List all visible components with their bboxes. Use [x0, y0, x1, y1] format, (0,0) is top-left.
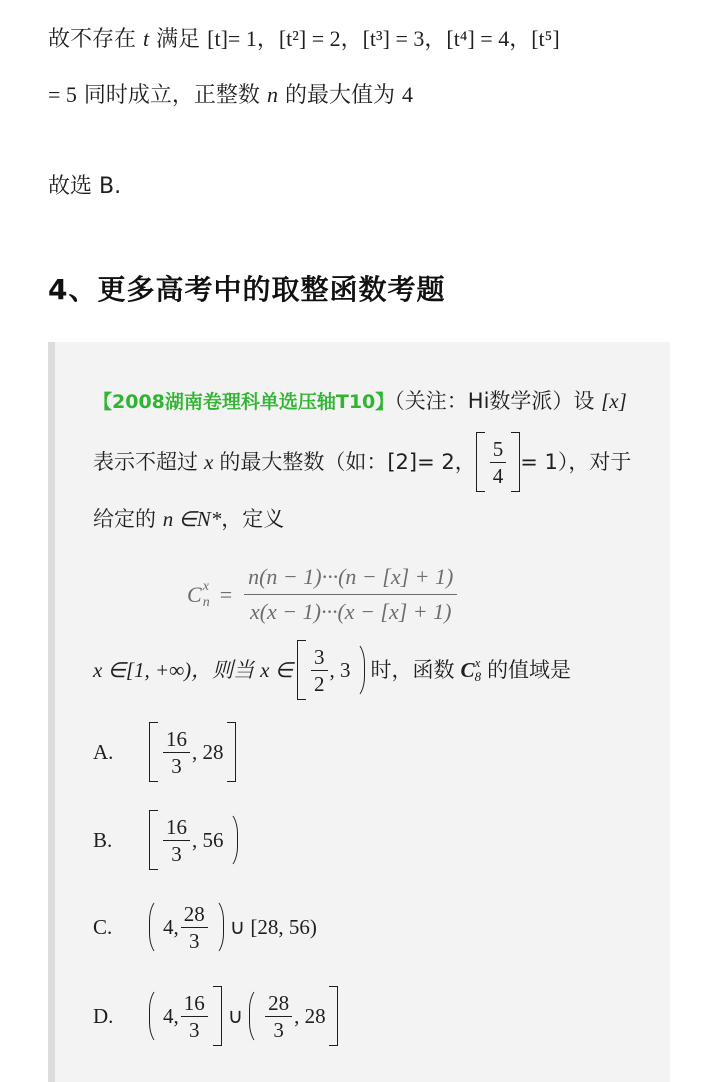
option-d-label: D. [93, 1003, 114, 1028]
option-d-first: 4, [163, 1003, 179, 1028]
problem-line-3 [93, 504, 284, 534]
text-range: 的值域是 [487, 658, 572, 682]
option-d-den1: 3 [189, 1017, 200, 1042]
option-a-rest: , 28 [192, 739, 224, 764]
option-c-label: C. [93, 914, 113, 939]
text-not-exceed: 表示不超过 [93, 450, 198, 474]
c8-sup: x [474, 655, 481, 670]
var-n: n [266, 82, 278, 107]
solution-line-2 [48, 80, 672, 111]
problem-line-5 [93, 640, 571, 700]
formula-numerator: n(n − 1)···(n − [x] + 1) [244, 560, 457, 595]
option-b-rest: , 56 [192, 827, 224, 852]
text-max-value: 的最大值为 [284, 83, 395, 108]
option-b[interactable] [93, 810, 238, 870]
text-when-function: 时，函数 [370, 658, 455, 682]
formula-c: C [187, 581, 202, 607]
solution-line-1 [48, 24, 672, 55]
option-c-first: 4, [163, 914, 179, 939]
option-b-den: 3 [171, 841, 182, 866]
option-c-den: 3 [189, 928, 200, 953]
choose-b-text: 故选 B. [48, 174, 122, 199]
option-c-rest: ∪ [28, 56) [229, 914, 317, 939]
interval-upper: , 3 [329, 658, 351, 682]
option-d[interactable] [93, 986, 338, 1046]
equals-five: = 5 [48, 82, 77, 107]
n-in-naturals: n ∈N* [162, 507, 222, 531]
bracket-equations: [t]= 1，[t²] = 2，[t³] = 3，[t⁴] = 4，[t⁵] [207, 26, 560, 51]
text-for-given: = 1），对于 [520, 450, 632, 474]
c8-sub: 8 [474, 669, 482, 684]
option-a[interactable] [93, 722, 236, 782]
frac-5-4-num: 5 [490, 436, 507, 463]
problem-card [48, 342, 670, 1082]
frac-5-4-den: 4 [492, 463, 504, 488]
answer-value: 4 [401, 82, 413, 107]
problem-line-2 [93, 432, 631, 492]
option-d-num1: 16 [181, 990, 208, 1017]
option-a-num: 16 [163, 726, 190, 753]
problem-note: （关注：Hi数学派）设 [394, 389, 595, 413]
var-x: x [204, 450, 214, 474]
text-define: ，定义 [221, 507, 285, 531]
text-given: 给定的 [93, 507, 156, 531]
formula-sub-n: n [202, 594, 210, 610]
text-prefix: 故不存在 [48, 27, 137, 52]
frac-3-2-num: 3 [311, 644, 328, 671]
option-a-label: A. [93, 739, 114, 764]
option-d-rest: , 28 [294, 1003, 326, 1028]
text-simultaneous: 同时成立，正整数 [83, 83, 260, 108]
option-c-num: 28 [181, 901, 208, 928]
formula-equals: = [219, 581, 233, 607]
option-c[interactable] [93, 898, 317, 956]
option-d-union: ∪ [227, 1003, 244, 1028]
text-max-int: 的最大整数（如：[2]= 2， [219, 450, 476, 474]
formula-denominator: x(x − 1)···(x − [x] + 1) [249, 599, 452, 624]
text-mid: 满足 [156, 27, 201, 52]
interval-three-halves [297, 640, 365, 700]
x-in: x ∈ [260, 658, 294, 682]
option-a-den: 3 [171, 753, 182, 778]
section-heading: 4、更多高考中的取整函数考题 [48, 273, 446, 306]
x-bracket: [x] [601, 389, 627, 413]
option-d-den2: 3 [273, 1017, 284, 1042]
option-b-num: 16 [163, 814, 190, 841]
definition-formula [187, 560, 459, 629]
formula-sup-x: x [202, 578, 209, 594]
problem-source: 【2008湖南卷理科单选压轴T10】 [93, 391, 395, 413]
option-d-num2: 28 [265, 990, 292, 1017]
choose-b-line [48, 172, 672, 202]
option-b-label: B. [93, 827, 113, 852]
var-t: t [143, 26, 150, 51]
frac-3-2-den: 2 [314, 671, 325, 696]
domain-x: x ∈[1, +∞)，则当 [93, 658, 255, 682]
c8-c: C [460, 658, 475, 682]
problem-line-1 [93, 386, 627, 417]
floor-five-quarters [476, 432, 521, 492]
